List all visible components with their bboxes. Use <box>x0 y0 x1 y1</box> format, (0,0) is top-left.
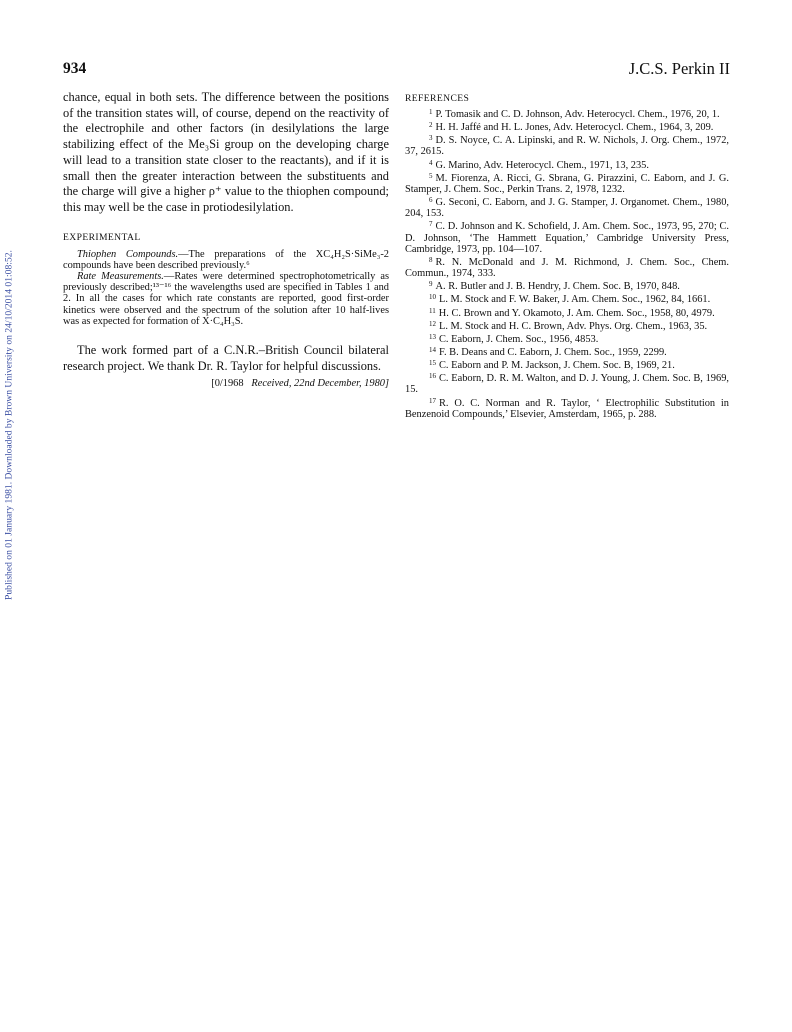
manuscript-code: [0/1968 <box>211 378 244 390</box>
reference-text: L. M. Stock and F. W. Baker, J. Am. Chem. Soc., 1962, 84, 1661. <box>439 294 711 306</box>
reference-number: 9 <box>429 280 433 289</box>
reference-number: 14 <box>429 345 436 354</box>
reference-list <box>405 107 729 420</box>
reference-text: C. Eaborn and P. M. Jackson, J. Chem. Soc. B, 1969, 21. <box>439 360 675 372</box>
thiophen-text: —The preparations of the XC₄H₂S·SiMe₃-2 compounds have been described previously.⁶ <box>63 248 389 271</box>
journal-title: J.C.S. Perkin II <box>628 59 730 78</box>
discussion-paragraph: chance, equal in both sets. The difference between the positions of the transition states will, of course, depend on the reactivity of the electrophile and other factors (in desilylations the large stabilizing effect of the Me₃Si group on the developing charge will lead to a transition state closer to the reactants), and if it is small then the greater interaction between the substituents and the charge will give a higher ρ⁺ value to the thiophen compound; this may well be the case in protiodesilylation. <box>63 90 389 214</box>
rate-subheading: Rate Measurements. <box>77 271 164 283</box>
page-number: 934 <box>63 60 87 77</box>
experimental-heading: EXPERIMENTAL <box>63 231 141 243</box>
reference-item <box>405 292 729 305</box>
reference-item <box>405 371 729 395</box>
reference-item <box>405 358 729 371</box>
reference-number: 12 <box>429 319 436 328</box>
reference-text: A. R. Butler and J. B. Hendry, J. Chem. Soc. B, 1970, 848. <box>435 281 680 293</box>
reference-item <box>405 396 729 420</box>
acknowledgement-paragraph: The work formed part of a C.N.R.–British Council bilateral research project. We thank Dr. R. Taylor for helpful discussions. <box>63 343 389 373</box>
reference-number: 16 <box>429 372 436 381</box>
body-column <box>63 90 389 389</box>
reference-text: C. Eaborn, D. R. M. Walton, and D. J. Young, J. Chem. Soc. B, 1969, 15. <box>405 373 729 396</box>
reference-number: 5 <box>429 171 433 180</box>
reference-number: 15 <box>429 359 436 368</box>
reference-number: 2 <box>429 121 433 130</box>
reference-text: L. M. Stock and H. C. Brown, Adv. Phys. Org. Chem., 1963, 35. <box>439 320 708 332</box>
reference-text: R. O. C. Norman and R. Taylor, ‘ Electrophilic Substitution in Benzenoid Compounds,’ Elsevier, Amsterdam, 1965, p. 288. <box>405 397 729 420</box>
reference-number: 4 <box>429 158 433 167</box>
reference-item <box>405 332 729 345</box>
reference-item <box>405 171 729 195</box>
reference-number: 8 <box>429 255 433 264</box>
reference-number: 17 <box>429 396 436 405</box>
reference-item <box>405 219 729 254</box>
references-heading: REFERENCES <box>405 93 470 104</box>
reference-item <box>405 133 729 157</box>
reference-item <box>405 279 729 292</box>
reference-item <box>405 345 729 358</box>
reference-text: G. Seconi, C. Eaborn, and J. G. Stamper, J. Organomet. Chem., 1980, 204, 153. <box>405 197 729 220</box>
download-notice: Published on 01 January 1981. Downloaded by Brown University on 24/10/2014 01:08:52. <box>3 250 15 600</box>
reference-text: H. H. Jaffé and H. L. Jones, Adv. Heterocycl. Chem., 1964, 3, 209. <box>435 122 714 134</box>
reference-number: 11 <box>429 306 436 315</box>
rate-paragraph <box>63 271 389 327</box>
reference-text: R. N. McDonald and J. M. Richmond, J. Chem. Soc., Chem. Commun., 1974, 333. <box>405 256 729 280</box>
reference-item <box>405 158 729 171</box>
reference-number: 3 <box>429 134 433 143</box>
thiophen-paragraph <box>63 249 389 271</box>
reference-text: C. Eaborn, J. Chem. Soc., 1956, 4853. <box>439 333 599 345</box>
reference-number: 7 <box>429 220 433 229</box>
reference-item <box>405 107 729 120</box>
reference-text: D. S. Noyce, C. A. Lipinski, and R. W. Nichols, J. Org. Chem., 1972, 37, 2615. <box>405 135 729 158</box>
reference-text: G. Marino, Adv. Heterocycl. Chem., 1971, 13, 235. <box>435 159 649 171</box>
reference-number: 13 <box>429 332 436 341</box>
reference-text: P. Tomasik and C. D. Johnson, Adv. Heterocycl. Chem., 1976, 20, 1. <box>435 109 720 120</box>
received-line <box>63 378 389 389</box>
reference-number: 10 <box>429 293 436 302</box>
reference-item <box>405 306 729 319</box>
reference-item <box>405 255 729 279</box>
reference-text: C. D. Johnson and K. Schofield, J. Am. Chem. Soc., 1973, 95, 270; C. D. Johnson, ‘The Hammett Equation,’ Cambridge University Press, Cambridge, 1973, pp. 104—107. <box>405 221 729 255</box>
reference-number: 6 <box>429 196 433 205</box>
reference-text: M. Fiorenza, A. Ricci, G. Sbrana, G. Pirazzini, C. Eaborn, and J. G. Stamper, J. Chem. Soc., Perkin Trans. 2, 1978, 1232. <box>405 172 729 195</box>
reference-text: F. B. Deans and C. Eaborn, J. Chem. Soc., 1959, 2299. <box>439 346 667 358</box>
reference-item <box>405 319 729 332</box>
references-column <box>405 93 729 420</box>
download-watermark <box>1 230 17 620</box>
thiophen-subheading: Thiophen Compounds. <box>77 248 179 260</box>
reference-number: 1 <box>429 108 433 116</box>
received-date: Received, 22nd December, 1980] <box>251 378 389 390</box>
reference-item <box>405 195 729 219</box>
rate-text: —Rates were determined spectrophotometrically as previously described;¹³⁻¹⁶ the wavelengths used are specified in Tables 1 and 2. In all the cases for which rate constants are reported, good first-order kinetics were observed and the spectrum of the solution after 10 half-lives was as expected for formation of X·C₄H₃S. <box>63 271 389 327</box>
reference-text: H. C. Brown and Y. Okamoto, J. Am. Chem. Soc., 1958, 80, 4979. <box>438 307 715 319</box>
reference-item <box>405 120 729 133</box>
